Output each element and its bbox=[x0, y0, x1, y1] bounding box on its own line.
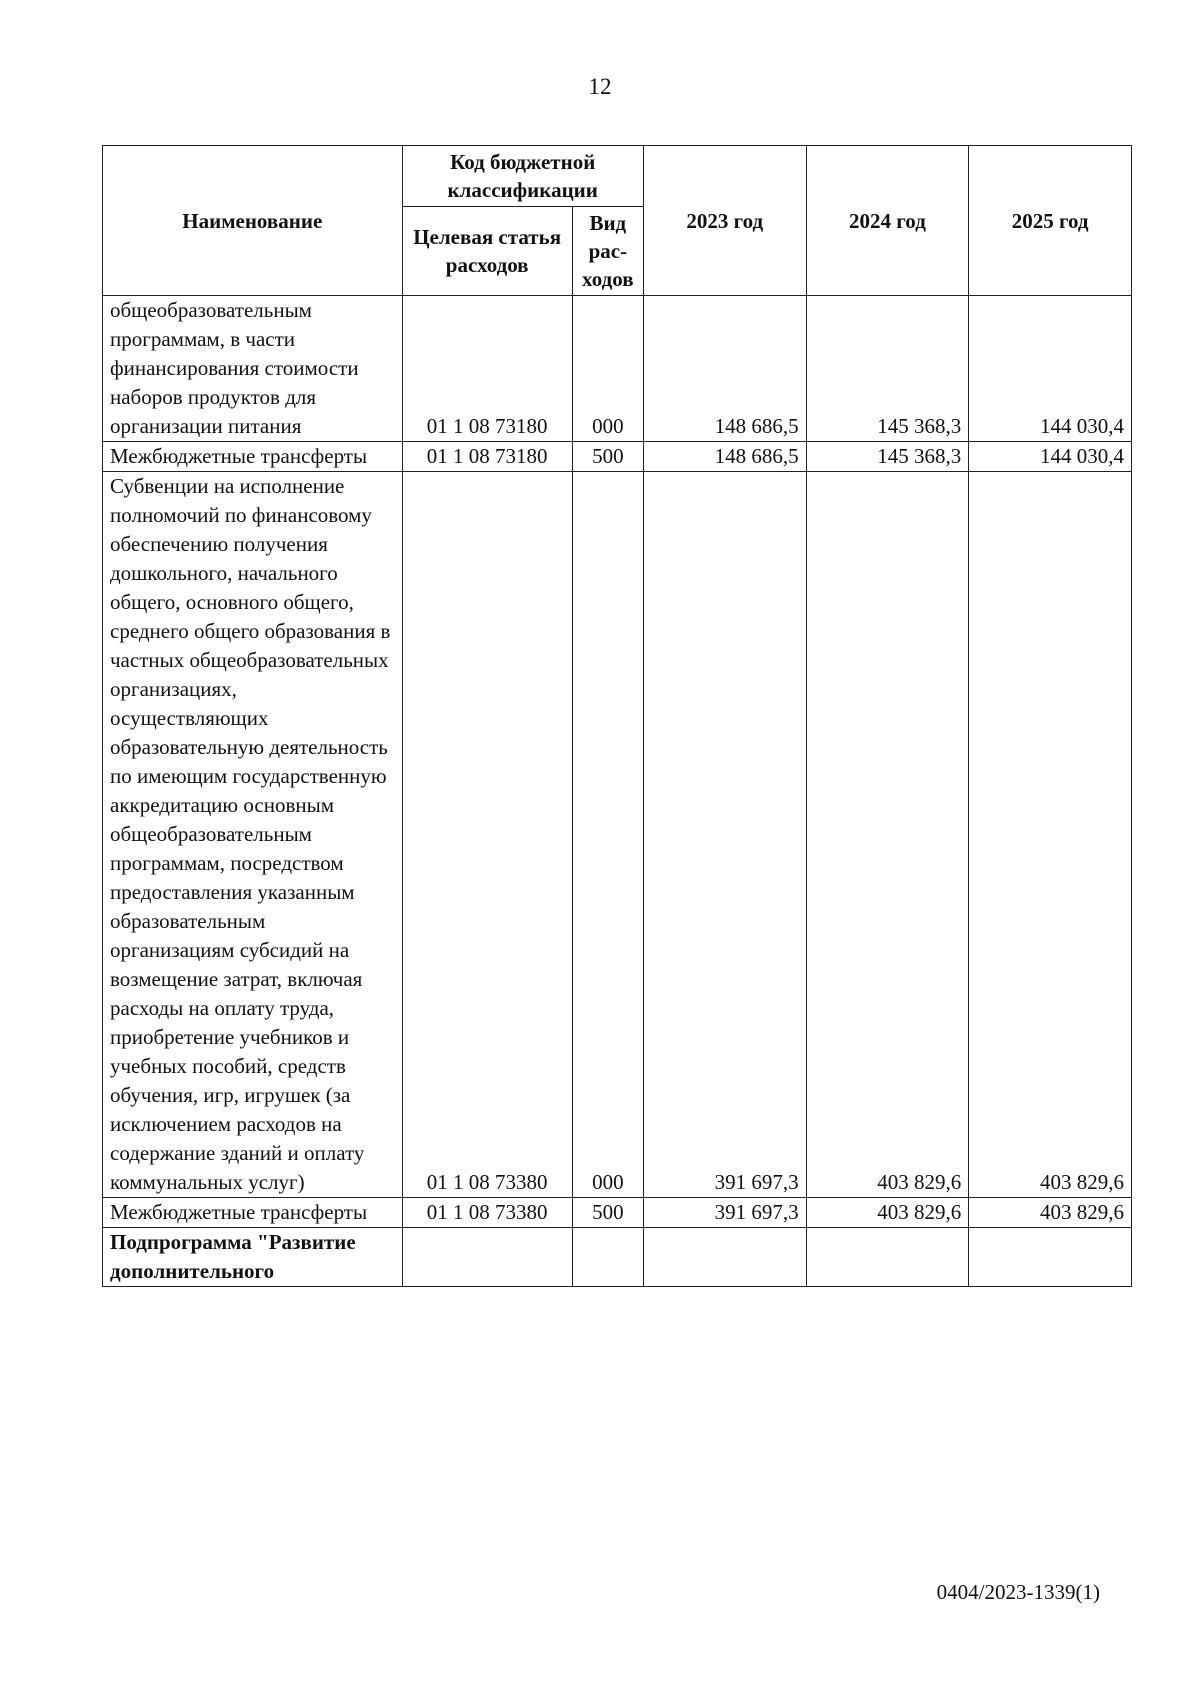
table-row bbox=[103, 296, 1132, 442]
row-code: 01 1 08 73180 bbox=[402, 442, 572, 472]
row-2024: 145 368,3 bbox=[806, 442, 969, 472]
header-name: Наименование bbox=[103, 146, 403, 296]
row-type: 000 bbox=[572, 296, 643, 442]
header-expense-type: Вид рас-ходов bbox=[572, 207, 643, 296]
header-2025: 2025 год bbox=[969, 146, 1132, 296]
row-type bbox=[572, 1228, 643, 1287]
row-name: Межбюджетные трансферты bbox=[103, 1198, 403, 1228]
row-code: 01 1 08 73380 bbox=[402, 472, 572, 1198]
table-row bbox=[103, 442, 1132, 472]
table-row bbox=[103, 1228, 1132, 1287]
row-name: Подпрограмма "Развитие дополнительного bbox=[103, 1228, 403, 1287]
row-2025: 144 030,4 bbox=[969, 442, 1132, 472]
row-2024 bbox=[806, 1228, 969, 1287]
header-2023: 2023 год bbox=[643, 146, 806, 296]
document-code: 0404/2023-1339(1) bbox=[936, 1580, 1100, 1604]
row-type: 000 bbox=[572, 472, 643, 1198]
row-2024: 403 829,6 bbox=[806, 1198, 969, 1228]
row-type: 500 bbox=[572, 1198, 643, 1228]
table-row bbox=[103, 472, 1132, 1198]
row-2023: 391 697,3 bbox=[643, 472, 806, 1198]
row-2023: 391 697,3 bbox=[643, 1198, 806, 1228]
row-name: Межбюджетные трансферты bbox=[103, 442, 403, 472]
row-2023 bbox=[643, 1228, 806, 1287]
row-2025: 144 030,4 bbox=[969, 296, 1132, 442]
table-row bbox=[103, 1198, 1132, 1228]
row-name: общеобразовательным программам, в части финансирования стоимости наборов продуктов для организации питания bbox=[103, 296, 403, 442]
row-name: Субвенции на исполнение полномочий по финансовому обеспечению получения дошкольного, начального общего, основного общего, среднего общего образования в частных общеобразовательных организациях, осуществляющих образовательную деятельность по имеющим государственную аккредитацию основным общеобразовательным программам, посредством предоставления указанным образовательным организациям субсидий на возмещение затрат, включая расходы на оплату труда, приобретение учебников и учебных пособий, средств обучения, игр, игрушек (за исключением расходов на содержание зданий и оплату коммунальных услуг) bbox=[103, 472, 403, 1198]
row-code: 01 1 08 73180 bbox=[402, 296, 572, 442]
row-type: 500 bbox=[572, 442, 643, 472]
row-2023: 148 686,5 bbox=[643, 296, 806, 442]
row-code: 01 1 08 73380 bbox=[402, 1198, 572, 1228]
row-2025 bbox=[969, 1228, 1132, 1287]
row-2024: 145 368,3 bbox=[806, 296, 969, 442]
row-2025: 403 829,6 bbox=[969, 472, 1132, 1198]
row-code bbox=[402, 1228, 572, 1287]
budget-table bbox=[102, 145, 1132, 1287]
row-2025: 403 829,6 bbox=[969, 1198, 1132, 1228]
header-budget-code: Код бюджетной классификации bbox=[402, 146, 643, 207]
row-2024: 403 829,6 bbox=[806, 472, 969, 1198]
header-2024: 2024 год bbox=[806, 146, 969, 296]
header-target-article: Целевая статья расходов bbox=[402, 207, 572, 296]
page-number: 12 bbox=[588, 74, 612, 99]
row-2023: 148 686,5 bbox=[643, 442, 806, 472]
